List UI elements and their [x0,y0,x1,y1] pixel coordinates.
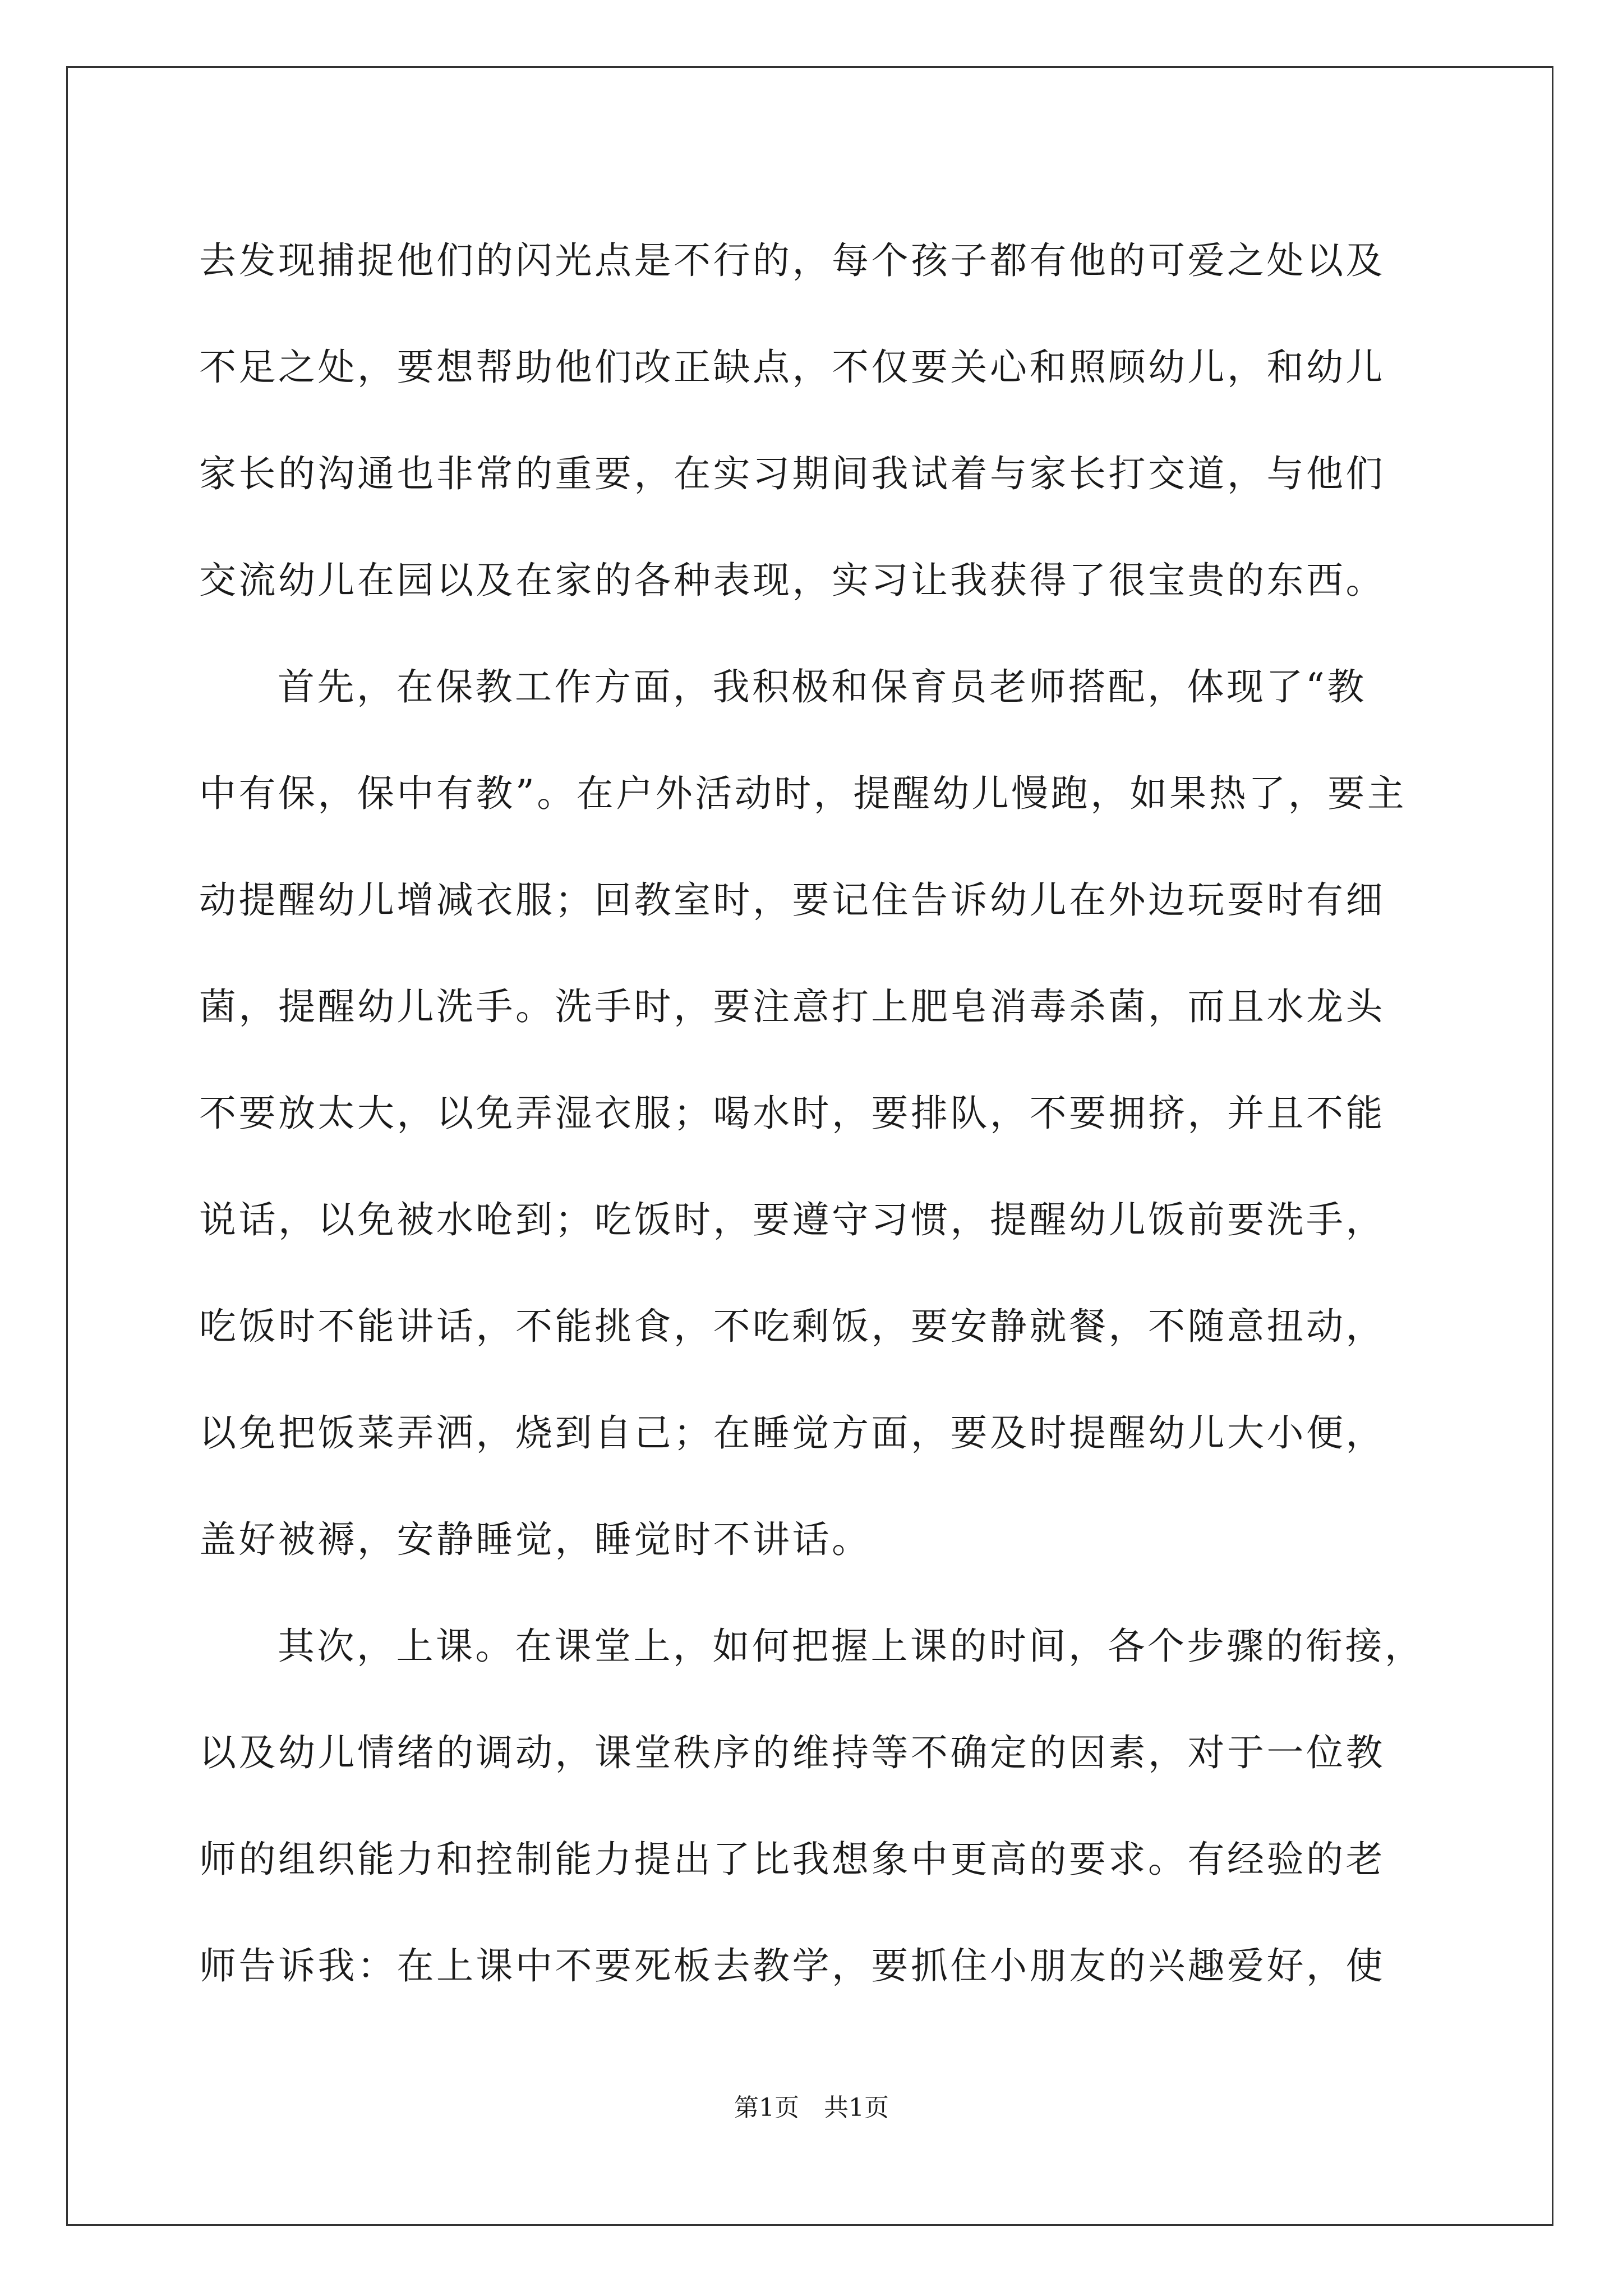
text-line: 说话，以免被水呛到；吃饭时，要遵守习惯，提醒幼儿饭前要洗手， [199,1198,1385,1241]
document-body [199,208,1433,2019]
text-line: 盖好被褥，安静睡觉，睡觉时不讲话。 [199,1518,872,1561]
text-line: 师的组织能力和控制能力提出了比我想象中更高的要求。有经验的老 [199,1838,1385,1881]
text-line: 菌，提醒幼儿洗手。洗手时，要注意打上肥皂消毒杀菌，而且水龙头 [199,985,1385,1028]
text-line: 师告诉我：在上课中不要死板去教学，要抓住小朋友的兴趣爱好，使 [199,1944,1385,1987]
text-line: 以及幼儿情绪的调动，课堂秩序的维持等不确定的因素，对于一位教 [199,1731,1385,1774]
text-line: 不要放太大，以免弄湿衣服；喝水时，要排队，不要拥挤，并且不能 [199,1092,1385,1135]
text-line: 以免把饭菜弄洒，烧到自己；在睡觉方面，要及时提醒幼儿大小便， [199,1411,1385,1455]
text-line: 其次，上课。在课堂上，如何把握上课的时间，各个步骤的衔接， [278,1625,1424,1668]
text-line: 家长的沟通也非常的重要，在实习期间我试着与家长打交道，与他们 [199,452,1385,495]
text-line: 不足之处，要想帮助他们改正缺点，不仅要关心和照顾幼儿，和幼儿 [199,346,1385,389]
text-line: 中有保，保中有教”。在户外活动时，提醒幼儿慢跑，如果热了，要主 [199,772,1407,815]
text-line: 交流幼儿在园以及在家的各种表现，实习让我获得了很宝贵的东西。 [199,559,1385,602]
text-line: 吃饭时不能讲话，不能挑食，不吃剩饭，要安静就餐，不随意扭动， [199,1305,1385,1348]
text-line: 去发现捕捉他们的闪光点是不行的，每个孩子都有他的可爱之处以及 [199,239,1385,282]
page-number-footer: 第1页 共1页 [734,2093,889,2122]
text-line: 动提醒幼儿增减衣服；回教室时，要记住告诉幼儿在外边玩耍时有细 [199,878,1385,922]
text-line: 首先，在保教工作方面，我积极和保育员老师搭配，体现了“教 [278,665,1367,708]
